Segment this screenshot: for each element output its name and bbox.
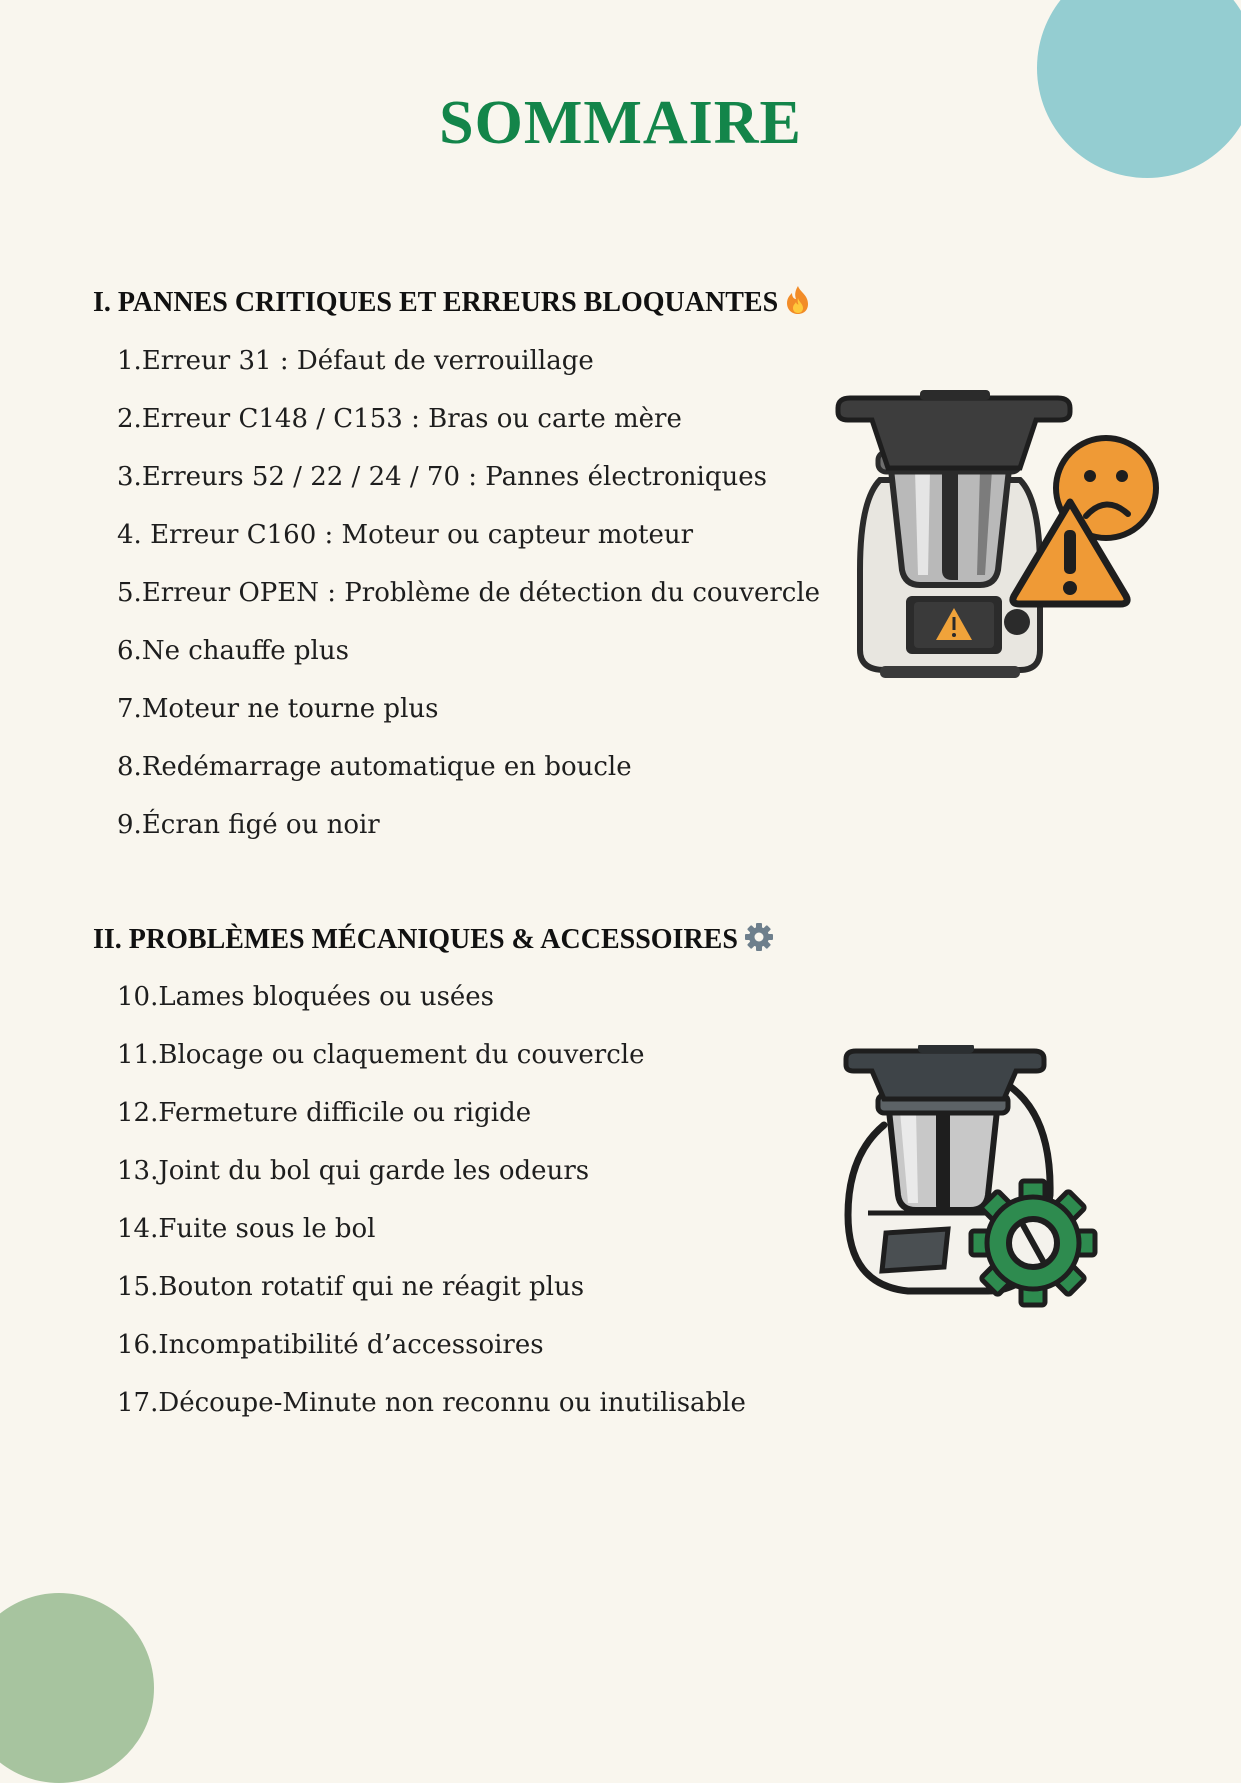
section-heading-critical [93, 285, 812, 323]
section-heading-label: II. PROBLÈMES MÉCANIQUES & ACCESSOIRES [93, 924, 738, 955]
toc-item[interactable]: 2.Erreur C148 / C153 : Bras ou carte mère [117, 404, 682, 434]
toc-item[interactable]: 11.Blocage ou claquement du couvercle [117, 1040, 645, 1070]
section-heading-label: I. PANNES CRITIQUES ET ERREURS BLOQUANTES [93, 287, 779, 318]
thermomix-gear-illustration [838, 1045, 1108, 1315]
thermomix-warning-illustration [830, 390, 1170, 680]
toc-list-critical [117, 332, 820, 854]
toc-item[interactable]: 14.Fuite sous le bol [117, 1214, 376, 1244]
toc-item[interactable]: 5.Erreur OPEN : Problème de détection du couvercle [117, 578, 821, 608]
toc-item[interactable]: 15.Bouton rotatif qui ne réagit plus [117, 1272, 585, 1302]
toc-item[interactable]: 3.Erreurs 52 / 22 / 24 / 70 : Pannes électroniques [117, 462, 767, 492]
fire-icon [784, 285, 812, 323]
toc-item[interactable]: 9.Écran figé ou noir [117, 810, 380, 840]
toc-item[interactable]: 10.Lames bloquées ou usées [117, 982, 495, 1012]
toc-list-mechanical [117, 968, 746, 1432]
toc-item[interactable]: 1.Erreur 31 : Défaut de verrouillage [117, 346, 594, 376]
toc-item[interactable]: 16.Incompatibilité d’accessoires [117, 1330, 544, 1360]
toc-item[interactable]: 13.Joint du bol qui garde les odeurs [117, 1156, 590, 1186]
section-heading-mechanical [93, 922, 774, 960]
toc-item[interactable]: 17.Découpe-Minute non reconnu ou inutilisable [117, 1388, 746, 1418]
toc-item[interactable]: 12.Fermeture difficile ou rigide [117, 1098, 532, 1128]
toc-item[interactable]: 8.Redémarrage automatique en boucle [117, 752, 632, 782]
toc-item[interactable]: 6.Ne chauffe plus [117, 636, 349, 666]
page-title: SOMMAIRE [439, 89, 802, 157]
gear-icon [744, 922, 774, 960]
toc-item[interactable]: 7.Moteur ne tourne plus [117, 694, 439, 724]
toc-item[interactable]: 4. Erreur C160 : Moteur ou capteur moteur [117, 520, 694, 550]
